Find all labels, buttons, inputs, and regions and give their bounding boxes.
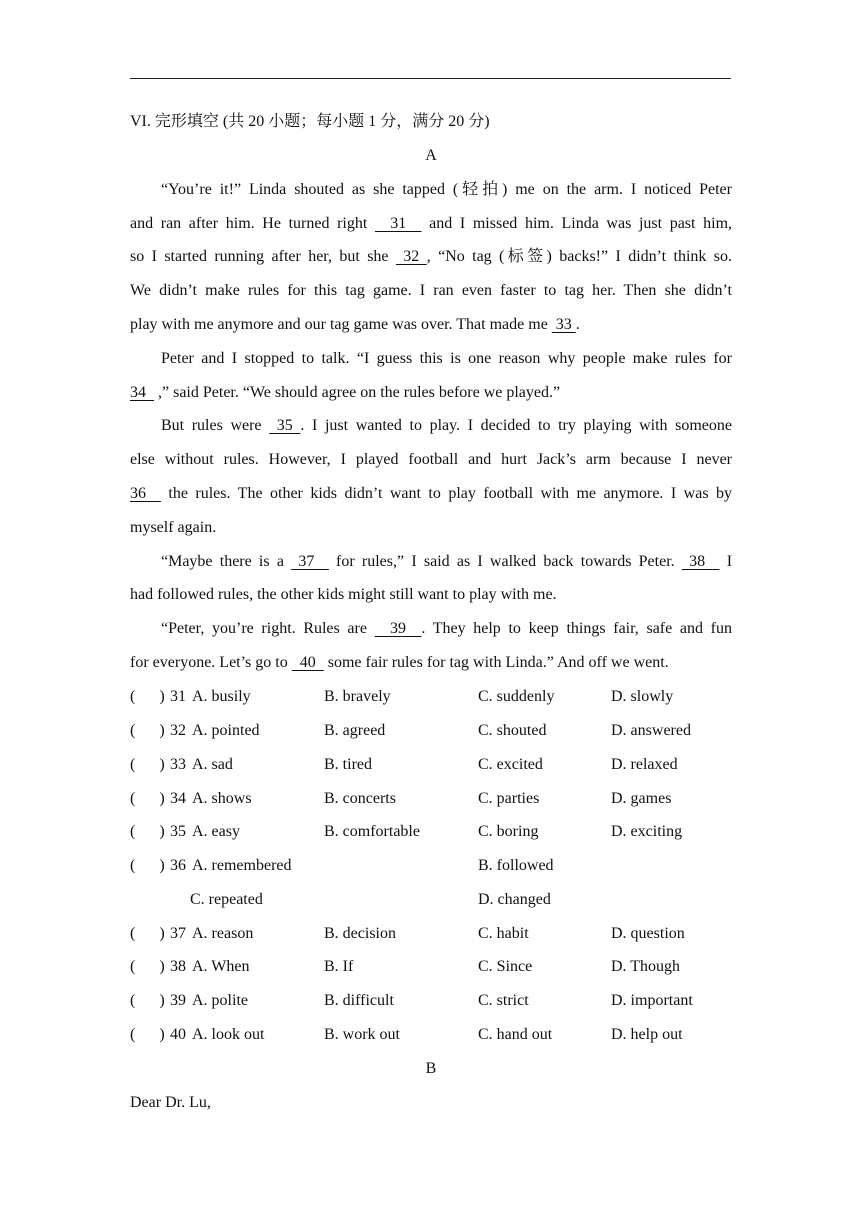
passage-line: 34 ,” said Peter. “We should agree on the rules before we played.”: [130, 384, 561, 401]
answer-paren[interactable]: ( ): [130, 1026, 165, 1043]
question-number: 38: [170, 958, 186, 975]
section-a-title: A: [425, 147, 437, 164]
passage-line: 36 the rules. The other kids didn’t want to play football with me anymore. I was by: [130, 485, 733, 502]
passage-line: “You’re it!” Linda shouted as she tapped (轻拍) me on the arm. I noticed Peter: [161, 181, 732, 198]
passage-line: “Peter, you’re right. Rules are 39 . They help to keep things fair, safe and fun: [161, 620, 733, 637]
passage-line: so I started running after her, but she 32 , “No tag (标签) backs!” I didn’t think so.: [130, 248, 733, 265]
answer-paren[interactable]: ( ): [130, 925, 165, 942]
option-c: C. Since: [478, 958, 533, 975]
option-b: B. comfortable: [324, 823, 420, 840]
option-d: D. question: [611, 925, 685, 942]
option-a: A. remembered: [192, 857, 292, 874]
question-number: 37: [170, 925, 186, 942]
option-b: B. decision: [324, 925, 396, 942]
option-b: B. If: [324, 958, 354, 975]
option-a: A. easy: [192, 823, 240, 840]
answer-paren[interactable]: ( ): [130, 722, 165, 739]
answer-paren[interactable]: ( ): [130, 756, 165, 773]
blank-31: 31: [374, 215, 422, 232]
option-d: D. exciting: [611, 823, 683, 840]
option-c: C. hand out: [478, 1026, 553, 1043]
passage-line: But rules were 35 . I just wanted to play. I decided to try playing with someone: [161, 417, 733, 434]
answer-paren[interactable]: ( ): [130, 823, 165, 840]
blank-35: 35: [269, 417, 301, 434]
answer-paren[interactable]: ( ): [130, 688, 165, 705]
blank-34: 34: [130, 384, 154, 401]
option-d: D. answered: [611, 722, 691, 739]
section-heading: VI. 完形填空 (共 20 小题；每小题 1 分，满分 20 分): [130, 113, 490, 130]
option-b: B. difficult: [324, 992, 394, 1009]
passage-line: We didn’t make rules for this tag game. I ran even faster to tag her. Then she didn’t: [130, 282, 732, 299]
option-b: B. concerts: [324, 790, 396, 807]
blank-32: 32: [395, 248, 427, 265]
option-b: B. work out: [324, 1026, 400, 1043]
blank-36: 36: [130, 485, 161, 502]
option-d: D. relaxed: [611, 756, 678, 773]
question-number: 33: [170, 756, 186, 773]
option-b: B. followed: [478, 857, 554, 874]
answer-paren[interactable]: ( ): [130, 790, 165, 807]
question-number: 31: [170, 688, 186, 705]
passage-line: else without rules. However, I played football and hurt Jack’s arm because I never: [130, 451, 732, 468]
option-c: C. habit: [478, 925, 529, 942]
passage-line: Peter and I stopped to talk. “I guess this is one reason why people make rules for: [161, 350, 732, 367]
passage-line: “Maybe there is a 37 for rules,” I said as I walked back towards Peter. 38 I: [161, 553, 733, 570]
answer-paren[interactable]: ( ): [130, 857, 165, 874]
passage-line: play with me anymore and our tag game was over. That made me 33 .: [130, 316, 580, 333]
option-c: C. shouted: [478, 722, 547, 739]
option-d: D. important: [611, 992, 693, 1009]
option-b: B. tired: [324, 756, 372, 773]
question-number: 40: [170, 1026, 186, 1043]
option-a: A. reason: [192, 925, 254, 942]
question-number: 35: [170, 823, 186, 840]
blank-39: 39: [374, 620, 422, 637]
option-a: A. sad: [192, 756, 233, 773]
option-a: A. When: [192, 958, 250, 975]
option-d: D. slowly: [611, 688, 674, 705]
answer-paren[interactable]: ( ): [130, 992, 165, 1009]
option-a: A. pointed: [192, 722, 260, 739]
question-number: 39: [170, 992, 186, 1009]
option-a: A. busily: [192, 688, 251, 705]
option-c: C. strict: [478, 992, 529, 1009]
option-d: D. help out: [611, 1026, 683, 1043]
section-b-title: B: [425, 1060, 437, 1077]
option-c: C. excited: [478, 756, 543, 773]
option-d: D. games: [611, 790, 672, 807]
passage-line: and ran after him. He turned right 31 and I missed him. Linda was just past him,: [130, 215, 733, 232]
blank-37: 37: [291, 553, 329, 570]
blank-38: 38: [681, 553, 720, 570]
letter-greeting: Dear Dr. Lu,: [130, 1094, 211, 1111]
option-a: A. look out: [192, 1026, 265, 1043]
top-rule: [130, 78, 731, 79]
option-a: A. shows: [192, 790, 252, 807]
question-number: 36: [170, 857, 186, 874]
passage-line: had followed rules, the other kids might still want to play with me.: [130, 586, 557, 603]
option-b: B. agreed: [324, 722, 386, 739]
option-c: C. suddenly: [478, 688, 555, 705]
passage-line: for everyone. Let’s go to 40 some fair rules for tag with Linda.” And off we went.: [130, 654, 669, 671]
passage-line: myself again.: [130, 519, 217, 536]
option-d: D. Though: [611, 958, 681, 975]
question-number: 32: [170, 722, 186, 739]
option-c: C. repeated: [190, 891, 263, 908]
blank-33: 33: [551, 316, 576, 333]
question-number: 34: [170, 790, 186, 807]
option-b: B. bravely: [324, 688, 391, 705]
option-c: C. boring: [478, 823, 539, 840]
blank-40: 40: [291, 654, 324, 671]
option-c: C. parties: [478, 790, 540, 807]
option-d: D. changed: [478, 891, 551, 908]
answer-paren[interactable]: ( ): [130, 958, 165, 975]
option-a: A. polite: [192, 992, 248, 1009]
